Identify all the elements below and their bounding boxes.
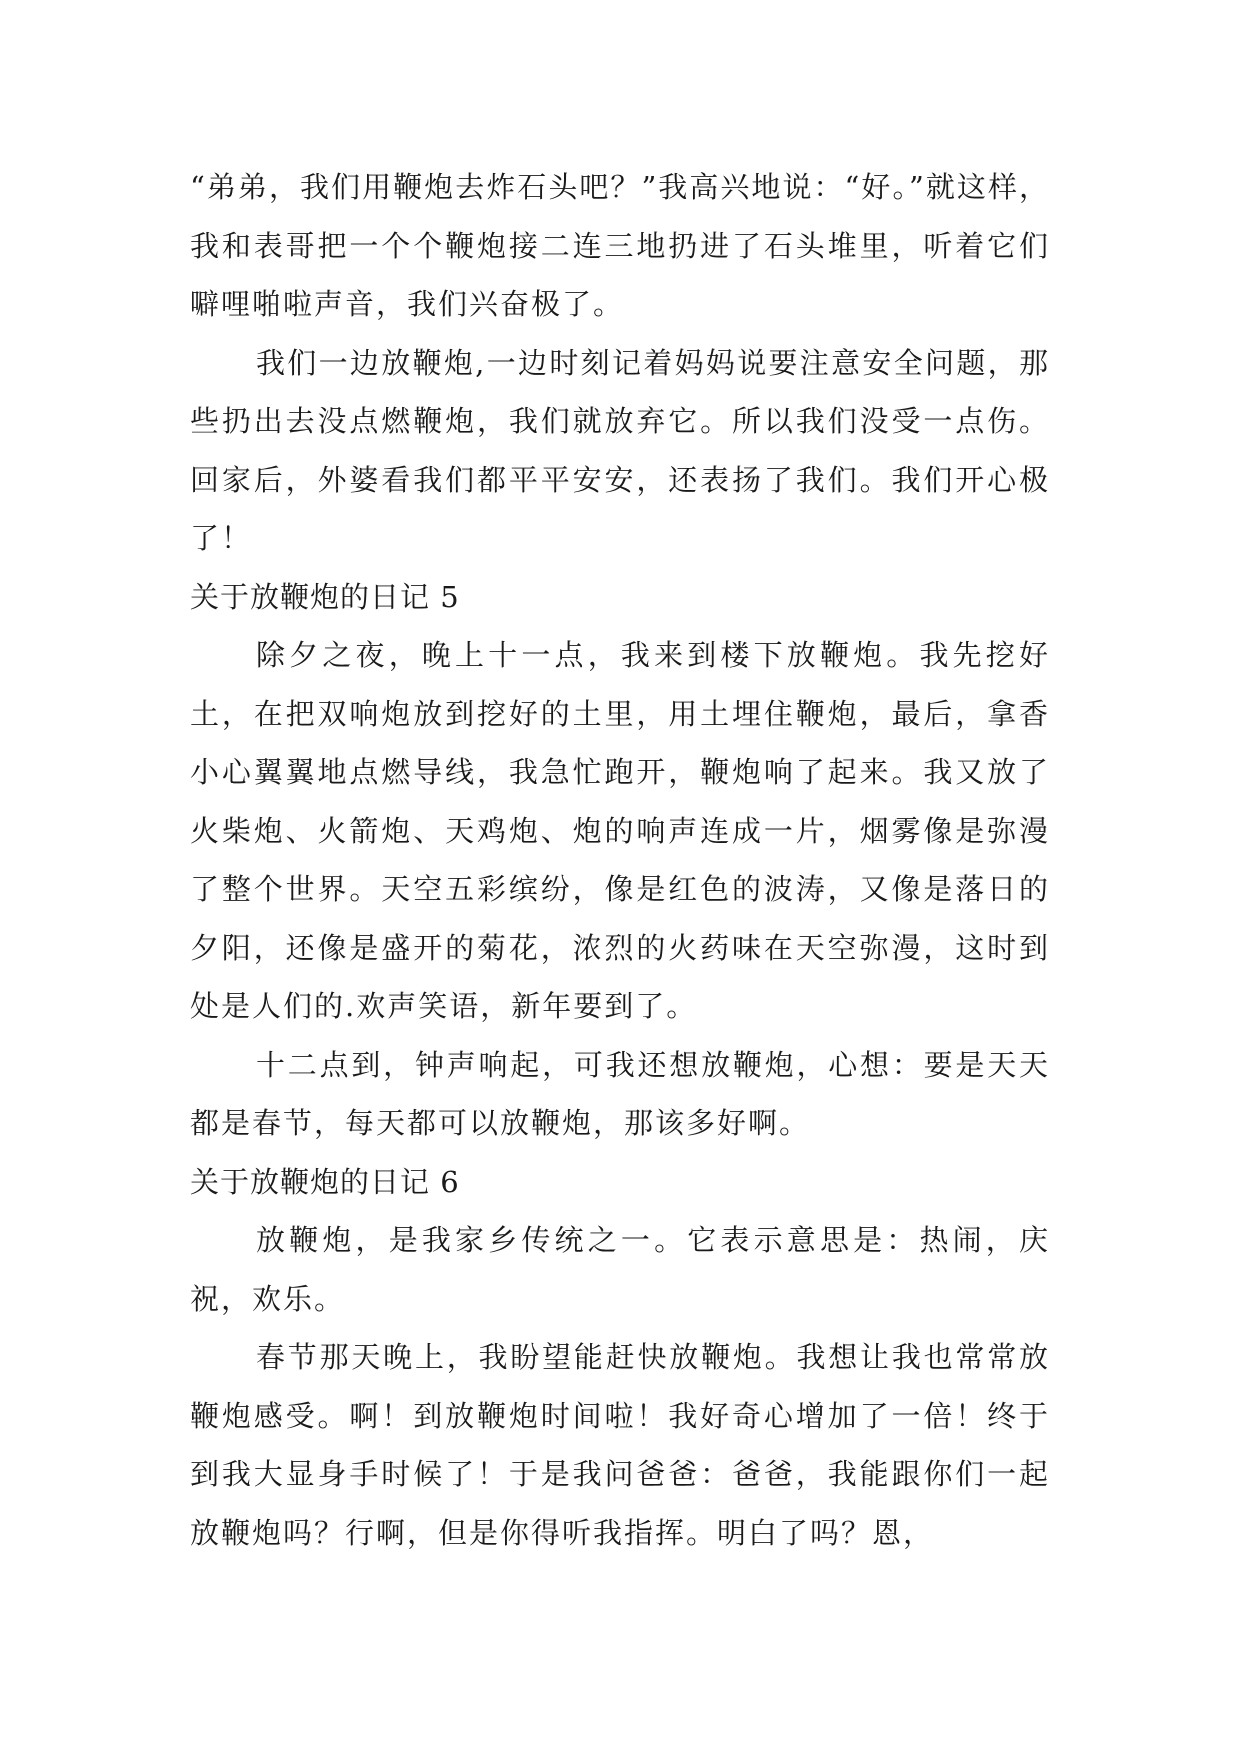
paragraph-spring-festival-night: 春节那天晚上，我盼望能赶快放鞭炮。我想让我也常常放鞭炮感受。啊！到放鞭炮时间啦！我好奇心增加了一倍！终于到我大显身手时候了！于是我问爸爸：爸爸，我能跟你们一起放鞭炮吗？行啊，但是你得听我指挥。明白了吗？恩，: [190, 1340, 1050, 1550]
paragraph-tradition: 放鞭炮，是我家乡传统之一。它表示意思是：热闹，庆祝，欢乐。: [190, 1223, 1050, 1316]
paragraph-midnight: 十二点到，钟声响起，可我还想放鞭炮，心想：要是天天都是春节，每天都可以放鞭炮，那该多好啊。: [190, 1047, 1050, 1140]
document-body: [190, 158, 1050, 1562]
paragraph-safety: 我们一边放鞭炮,一边时刻记着妈妈说要注意安全问题，那些扔出去没点燃鞭炮，我们就放弃它。所以我们没受一点伤。回家后，外婆看我们都平平安安，还表扬了我们。我们开心极了！: [190, 345, 1050, 555]
paragraph-bomb-rocks: “弟弟，我们用鞭炮去炸石头吧？”我高兴地说：“好。”就这样，我和表哥把一个个鞭炮接二连三地扔进了石头堆里，听着它们噼哩啪啦声音，我们兴奋极了。: [190, 170, 1050, 321]
diary-heading-6: 关于放鞭炮的日记 6: [190, 1164, 460, 1199]
diary-heading-5: 关于放鞭炮的日记 5: [190, 579, 460, 614]
paragraph-new-years-eve: 除夕之夜，晚上十一点，我来到楼下放鞭炮。我先挖好土，在把双响炮放到挖好的土里，用土埋住鞭炮，最后，拿香小心翼翼地点燃导线，我急忙跑开，鞭炮响了起来。我又放了火柴炮、火箭炮、天鸡炮、炮的响声连成一片，烟雾像是弥漫了整个世界。天空五彩缤纷，像是红色的波涛，又像是落日的夕阳，还像是盛开的菊花，浓烈的火药味在天空弥漫，这时到处是人们的.欢声笑语，新年要到了。: [190, 638, 1050, 1023]
